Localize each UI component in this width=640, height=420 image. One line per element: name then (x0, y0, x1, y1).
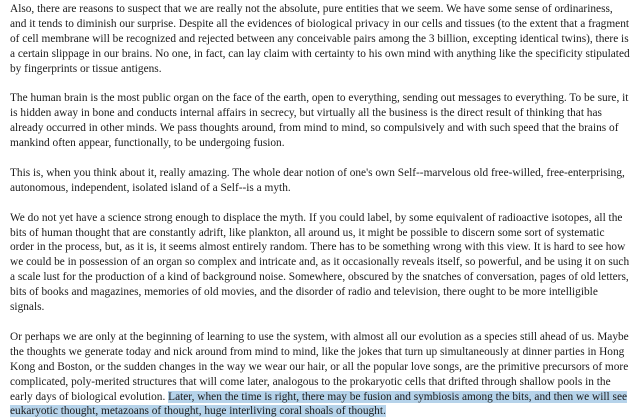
paragraph-4 (10, 211, 631, 315)
paragraph-1 (10, 2, 631, 77)
paragraph-1-text: Also, there are reasons to suspect that we are really not the absolute, pure entities that we seem. We have some sense of ordinariness, and it tends to diminish our surprise. Despite all the evidences of biological privacy in our cells and tissues (to the extent that a fragment of cell membrane will be recognized and rejected between any conceivable pairs among the 3 billion, excepting identical twins), there is a certain slippage in our brains. No one, in fact, can lay claim with certainty to his own mind with anything like the specificity stipulated by fingerprints or tissue antigens. (10, 3, 630, 75)
paragraph-5-text: Or perhaps we are only at the beginning of learning to use the system, with almost all our evolution as a species still ahead of us. Maybe the thoughts we generate today and nick around from mind to mind, like the jokes that turn up simultaneously at dinner parties in Hong Kong and Boston, or the sudden changes in the way we wear our hair, or all the popular love songs, are the primitive precursors of more complicated, poly-merited structures that will come later, analogous to the prokaryotic cells that drifted through shallow pools in the early days of biological evolution. (10, 330, 629, 403)
paragraph-2-text: The human brain is the most public organ on the face of the earth, open to everything, sending out messages to everything. To be sure, it is hidden away in bone and conducts internal affairs in secrecy, but virtually all the business is the direct result of thinking that has already occurred in other minds. We pass thoughts around, from mind to mind, so compulsively and with such speed that the brains of mankind often appear, functionally, to be undergoing fusion. (10, 92, 629, 150)
paragraph-3 (10, 166, 631, 196)
selected-text-highlight[interactable]: Later, when the time is right, there may be fusion and symbiosis among the bits, and then we will see eukaryotic thought, metazoans of thought, huge interliving coral shoals of thought. (10, 390, 628, 418)
paragraph-4-text: We do not yet have a science strong enough to displace the myth. If you could label, by some equivalent of radioactive isotopes, all the bits of human thought that are constantly adrift, like plankton, all around us, it might be possible to discern some sort of systematic order in the process, but, as it is, it seems almost entirely random. There has to be something wrong with this view. It is hard to see how we could be in possession of an organ so complex and intricate and, as it occasionally reveals itself, so powerful, and be using it on such a scale lust for the production of a kind of background noise. Somewhere, obscured by the snatches of conversation, pages of old letters, bits of books and magazines, memories of old movies, and the disorder of radio and television, there ought to be more intelligible signals. (10, 211, 630, 314)
paragraph-5 (10, 330, 631, 419)
paragraph-2 (10, 91, 631, 151)
paragraph-3-text: This is, when you think about it, really amazing. The whole dear notion of one's own Self--marvelous old free-willed, free-enterprising, autonomous, independent, isolated island of a Self--is a myth. (10, 166, 625, 194)
